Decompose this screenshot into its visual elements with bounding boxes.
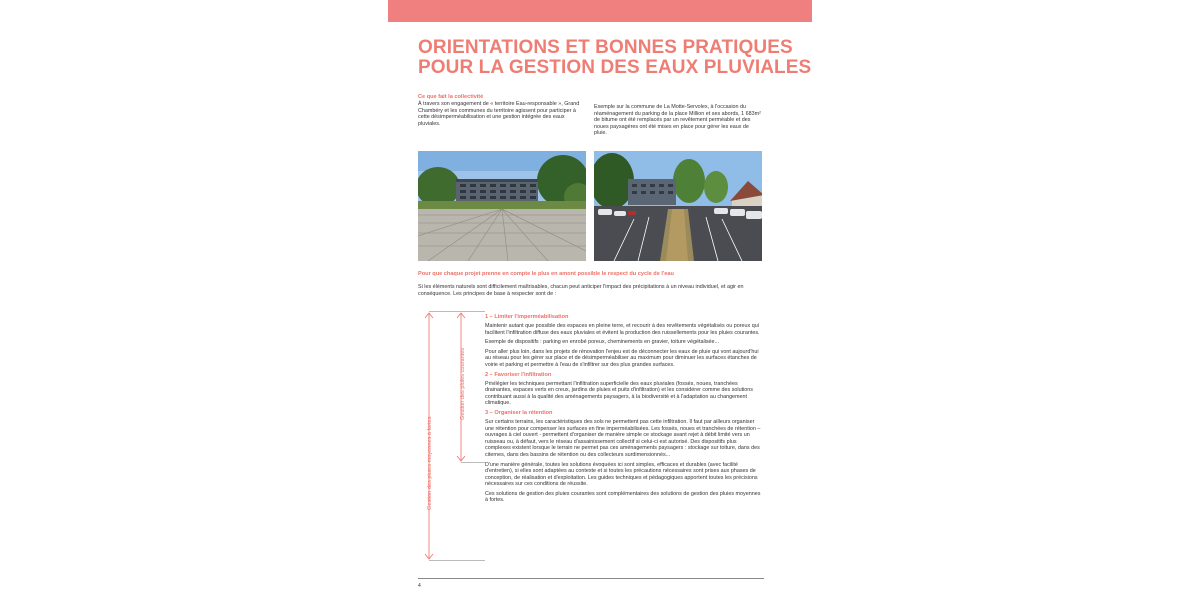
header-band [388, 0, 812, 22]
section2-heading: Pour que chaque projet prenne en compte le plus en amont possible le respect du cycle de l'eau [418, 271, 674, 277]
principle-3-heading: 3 – Organiser la rétention [485, 409, 553, 416]
section2-intro: Si les éléments naturels sont difficilement maîtrisables, chacun peut anticiper l'impact des précipitations à un niveau individuel, et agir en conséquence. Les principes de base à respecter sont de : [418, 284, 744, 297]
principle-3-text: Sur certains terrains, les caractéristiques des sols ne permettent pas cette infiltration. Il faut par ailleurs organiser une rétention pour compenser les surfaces en fine imperméabilisées. Les fossés, noues et tranchées de rétention – ouvrages à ciel ouvert - permettent d'organiser de manière simple ce stockage avant rejet à débit limité vers un ruisseau ou, à défaut, vers le réseau d'assainissement collectif si celui-ci est autorisé. Des dispositifs plus complexes existent lorsque le terrain ne permet pas ces aménagements paysagers : stockage sur toiture, dans des citernes, dans des bassins de rétention ou des collecteurs surdimensionnés... [485, 418, 761, 458]
section1-text-right: Exemple sur la commune de La Motte-Servolex, à l'occasion du réaménagement du parking de la place Million et ses abords, 1 683m² de bitume ont été remplacés par un revêtement perméable et des noues paysagères ont été mises en place pour gérer les eaux de pluie. [594, 104, 761, 137]
title-line-1: ORIENTATIONS ET BONNES PRATIQUES [418, 37, 793, 58]
title-line-2: POUR LA GESTION DES EAUX PLUVIALES [418, 57, 812, 78]
section2 [418, 271, 764, 297]
range-top-rule [429, 311, 485, 312]
intro-column-right [594, 104, 762, 137]
page-title [418, 37, 812, 78]
section1-text-left: À travers son engagement de « territoire Eau-responsable », Grand Chambéry et les communes du territoire agissent pour participer à cette désimperméabilisation et une gestion intégrée des eaux pluviales. [418, 101, 580, 127]
principle-1-more: Pour aller plus loin, dans les projets de rénovation l'enjeu est de déconnecter les eaux de pluie qui vont aujourd'hui au réseau pour les gérer sur place et de désimperméabiliser au maximum pour diminuer les surfaces étanches de voirie et parking et permettre à l'eau de s'infiltrer sur des plus grandes surfaces. [485, 348, 759, 368]
principle-1-text: Maintenir autant que possible des espaces en pleine terre, et recourir à des revêtements végétalisés ou poreux qui facilitent l'infiltration diffuse des eaux pluviales et évitent la production des ruissellements pour les pluies courantes. [485, 323, 760, 336]
photo-permeable-parking [418, 151, 586, 261]
page-number: 4 [418, 583, 421, 589]
principle-2-heading: 2 – Favoriser l'infiltration [485, 371, 552, 378]
label-inner-range: Gestion des pluies courantes [460, 347, 466, 420]
principle-3-conclusion: Ces solutions de gestion des pluies courantes sont complémentaires des solutions de gestion des pluies moyennes à fortes. [485, 490, 761, 504]
section1-heading: Ce que fait la collectivité [418, 94, 484, 100]
footer-rule [418, 578, 764, 579]
intro-column-left [418, 94, 586, 127]
photo-parking-swale [594, 151, 762, 261]
document-page [388, 0, 812, 600]
label-outer-range: Gestion des pluies moyennes à fortes [427, 416, 433, 510]
principle-2-text: Privilégier les techniques permettant l'infiltration superficielle des eaux pluviales (fossés, noues, tranchées drainantes, espaces verts en creux, jardins de pluies et puits d'infiltration) et les considérer comme des solutions contribuant aussi à la qualité des aménagements paysagers, à la biodiversité et à l'adaptation au changement climatique. [485, 380, 753, 407]
principle-1-heading: 1 – Limiter l'imperméabilisation [485, 314, 569, 320]
inner-bottom-rule [461, 462, 485, 463]
principle-1-example: Exemple de dispositifs : parking en enrobé poreux, cheminements en gravier, toiture végétalisée... [485, 339, 720, 346]
principle-3-general: D'une manière générale, toutes les solutions évoquées ici sont simples, efficaces et durables (avec facilité d'entretien), si elles sont adaptées au contexte et si toutes les précautions nécessaires sont prises aux phases de conception, de réalisation et d'exploitation. Les guides techniques et pédagogiques apportent toutes les précisions nécessaires sur ces conditions de réussite. [485, 461, 758, 488]
principles-column [485, 312, 763, 507]
outer-bottom-rule [429, 560, 485, 561]
